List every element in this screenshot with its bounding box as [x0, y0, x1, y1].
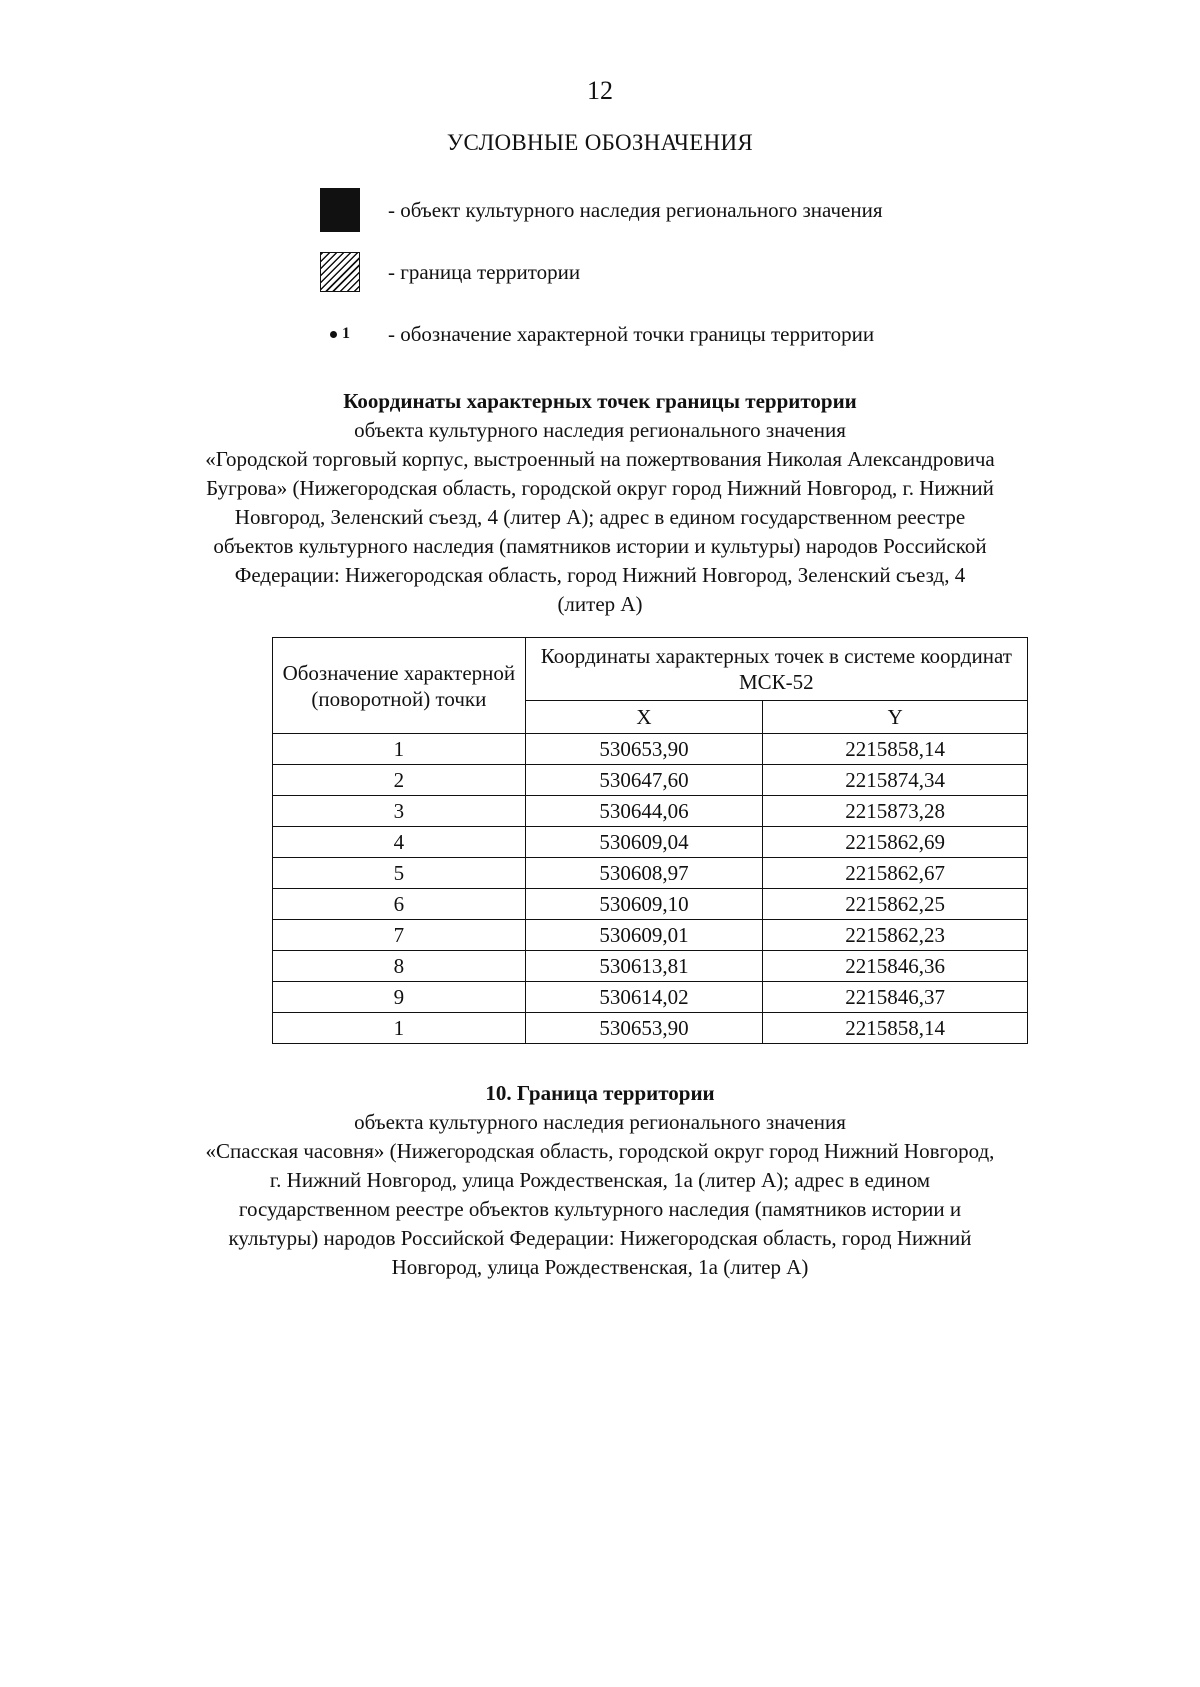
point-marker-icon: [330, 325, 350, 343]
coordinates-table: [272, 637, 1028, 1044]
cell-y: 2215858,14: [763, 1013, 1028, 1044]
cell-x: 530609,01: [525, 920, 763, 951]
legend-title: УСЛОВНЫЕ ОБОЗНАЧЕНИЯ: [446, 130, 754, 155]
cell-point: 6: [273, 889, 526, 920]
cell-y: 2215858,14: [763, 734, 1028, 765]
cell-point: 2: [273, 765, 526, 796]
cell-x: 530614,02: [525, 982, 763, 1013]
section10-line: г. Нижний Новгород, улица Рождественская, 1а (литер А); адрес в едином: [269, 1168, 931, 1192]
legend-item-label: - граница территории: [388, 259, 581, 284]
section9-line: (литер А): [557, 592, 643, 616]
table-row: [273, 920, 1028, 951]
section9-line: «Городской торговый корпус, выстроенный на пожертвования Николая Александровича: [205, 447, 995, 471]
section10-line: культуры) народов Российской Федерации: Нижегородская область, город Нижний: [228, 1226, 972, 1250]
section9-caption: [168, 387, 1032, 619]
cell-point: 5: [273, 858, 526, 889]
section10-line: государственном реестре объектов культурного наследия (памятников истории и: [238, 1197, 962, 1221]
cell-x: 530608,97: [525, 858, 763, 889]
table-row: [273, 951, 1028, 982]
column-header-point: Обозначение характерной (поворотной) точки: [273, 638, 526, 734]
cell-point: 1: [273, 734, 526, 765]
cell-y: 2215862,69: [763, 827, 1028, 858]
cell-point: 3: [273, 796, 526, 827]
section10-caption: [168, 1079, 1032, 1282]
table-row: [273, 796, 1028, 827]
column-header-x: X: [525, 701, 763, 734]
legend-item-heritage-object: [318, 187, 1018, 233]
section9-heading: Координаты характерных точек границы территории: [343, 389, 857, 413]
cell-point: 1: [273, 1013, 526, 1044]
legend-item-label: - обозначение характерной точки границы территории: [388, 321, 875, 346]
table-row: [273, 827, 1028, 858]
cell-x: 530609,04: [525, 827, 763, 858]
column-header-y: Y: [763, 701, 1028, 734]
cell-point: 4: [273, 827, 526, 858]
section10-line: объекта культурного наследия регионального значения: [354, 1110, 846, 1134]
cell-x: 530609,10: [525, 889, 763, 920]
table-row: [273, 982, 1028, 1013]
table-row: [273, 1013, 1028, 1044]
point-marker-label: 1: [342, 325, 350, 342]
cell-y: 2215862,25: [763, 889, 1028, 920]
cell-y: 2215846,36: [763, 951, 1028, 982]
table-row: [273, 858, 1028, 889]
cell-y: 2215862,23: [763, 920, 1028, 951]
hatched-square-icon: [320, 252, 360, 292]
cell-y: 2215873,28: [763, 796, 1028, 827]
legend-item-label: - объект культурного наследия регионального значения: [388, 197, 883, 222]
cell-y: 2215846,37: [763, 982, 1028, 1013]
cell-point: 9: [273, 982, 526, 1013]
section9-line: Федерации: Нижегородская область, город Нижний Новгород, Зеленский съезд, 4: [234, 563, 966, 587]
section10-heading: 10. Граница территории: [485, 1081, 715, 1105]
table-row: [273, 765, 1028, 796]
page-number: 12: [587, 76, 613, 105]
section10-line: «Спасская часовня» (Нижегородская область, городской округ город Нижний Новгород,: [205, 1139, 995, 1163]
legend-item-territory-boundary: [318, 249, 1018, 295]
table-row: [273, 734, 1028, 765]
cell-x: 530613,81: [525, 951, 763, 982]
column-header-coordinates: Координаты характерных точек в системе координат МСК-52: [525, 638, 1027, 701]
cell-x: 530644,06: [525, 796, 763, 827]
section9-line: Новгород, Зеленский съезд, 4 (литер А); адрес в едином государственном реестре: [234, 505, 966, 529]
section9-line: Бугрова» (Нижегородская область, городской округ город Нижний Новгород, г. Нижний: [206, 476, 994, 500]
cell-x: 530653,90: [525, 734, 763, 765]
section9-line: объекта культурного наследия регионального значения: [354, 418, 846, 442]
cell-point: 7: [273, 920, 526, 951]
section10-line: Новгород, улица Рождественская, 1а (литер А): [391, 1255, 809, 1279]
black-square-icon: [320, 188, 360, 232]
cell-x: 530653,90: [525, 1013, 763, 1044]
cell-y: 2215874,34: [763, 765, 1028, 796]
cell-point: 8: [273, 951, 526, 982]
section9-line: объектов культурного наследия (памятников истории и культуры) народов Российской: [213, 534, 987, 558]
table-row: [273, 889, 1028, 920]
cell-x: 530647,60: [525, 765, 763, 796]
cell-y: 2215862,67: [763, 858, 1028, 889]
legend-item-boundary-point: [318, 311, 1018, 357]
